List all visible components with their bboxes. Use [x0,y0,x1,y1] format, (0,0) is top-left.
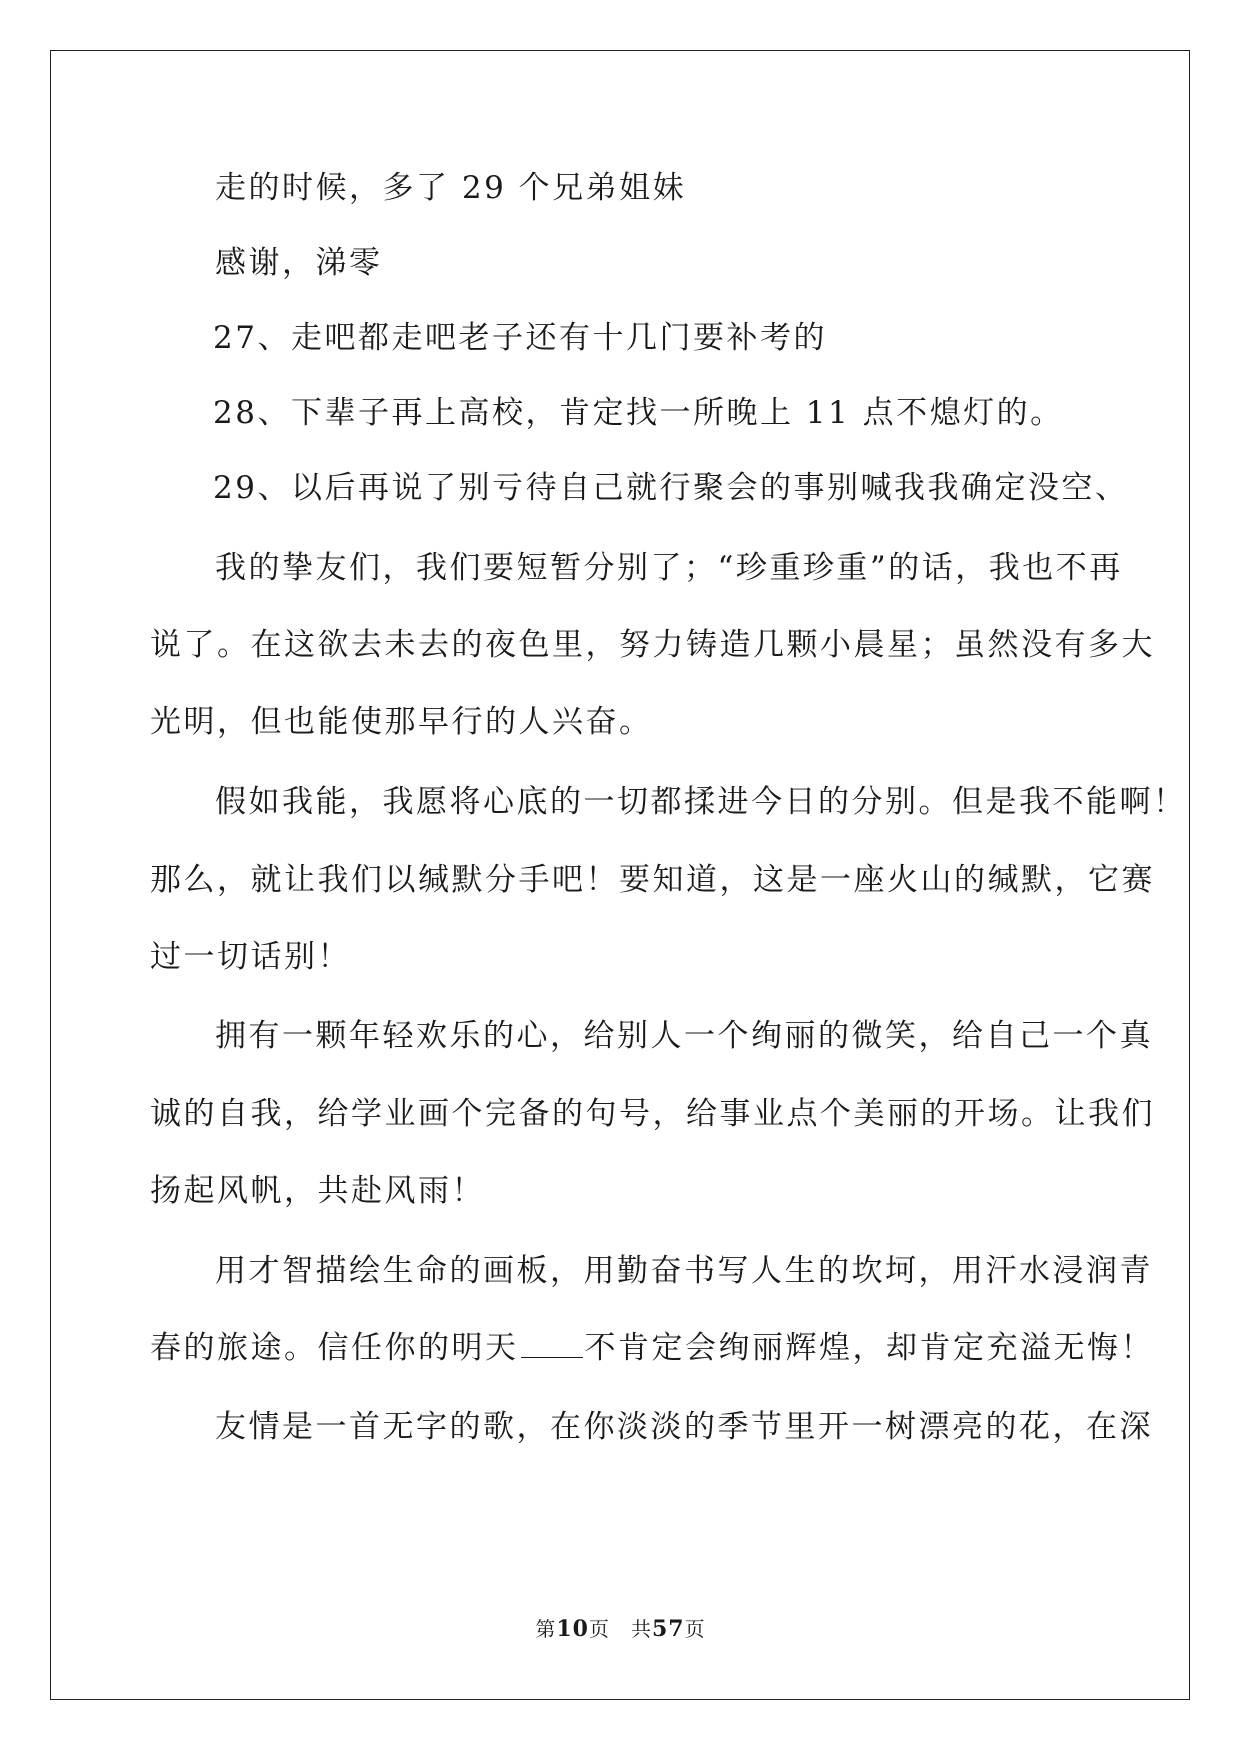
footer-prefix: 第 [535,1617,557,1641]
paragraph-2-line-2: 那么，就让我们以缄默分手吧！要知道，这是一座火山的缄默，它赛 [150,862,1155,898]
current-page-number: 10 [556,1616,589,1642]
paragraph-3-line-3: 扬起风帆，共赴风雨！ [150,1173,485,1209]
page-footer [0,1616,1241,1642]
text-line-5: 29、以后再说了别亏待自己就行聚会的事别喊我我确定没空、 [213,470,1129,506]
paragraph-1-line-2: 说了。在这欲去未去的夜色里，努力铸造几颗小晨星；虽然没有多大 [150,627,1155,663]
fill-in-blank [521,1329,583,1358]
text-line-3: 27、走吧都走吧老子还有十几门要补考的 [213,320,827,356]
paragraph-4-line-2-end: 不肯定会绚丽辉煌，却肯定充溢无悔！ [584,1330,1154,1366]
paragraph-4-line-2 [150,1328,1154,1368]
text-line-1: 走的时候，多了 29 个兄弟姐妹 [215,170,687,206]
paragraph-2-line-1: 假如我能，我愿将心底的一切都揉进今日的分别。但是我不能啊！ [215,784,1187,820]
footer-mid: 页 共 [589,1617,652,1641]
paragraph-5-line-1: 友情是一首无字的歌，在你淡淡的季节里开一树漂亮的花，在深 [215,1409,1153,1445]
footer-suffix: 页 [684,1617,706,1641]
paragraph-4-line-2-start: 春的旅途。信任你的明天 [150,1330,519,1366]
paragraph-1-line-3: 光明，但也能使那早行的人兴奋。 [150,704,653,740]
paragraph-4-line-1: 用才智描绘生命的画板，用勤奋书写人生的坎坷，用汗水浸润青 [215,1253,1153,1289]
text-line-2: 感谢，涕零 [215,245,383,281]
paragraph-3-line-1: 拥有一颗年轻欢乐的心，给别人一个绚丽的微笑，给自己一个真 [215,1018,1153,1054]
paragraph-1-line-1: 我的挚友们，我们要短暂分别了；“珍重珍重”的话，我也不再 [215,550,1123,586]
text-line-4: 28、下辈子再上高校，肯定找一所晚上 11 点不熄灯的。 [213,395,1064,431]
total-page-number: 57 [652,1616,685,1642]
paragraph-3-line-2: 诚的自我，给学业画个完备的句号，给事业点个美丽的开场。让我们 [150,1096,1155,1132]
paragraph-2-line-3: 过一切话别！ [150,939,351,975]
